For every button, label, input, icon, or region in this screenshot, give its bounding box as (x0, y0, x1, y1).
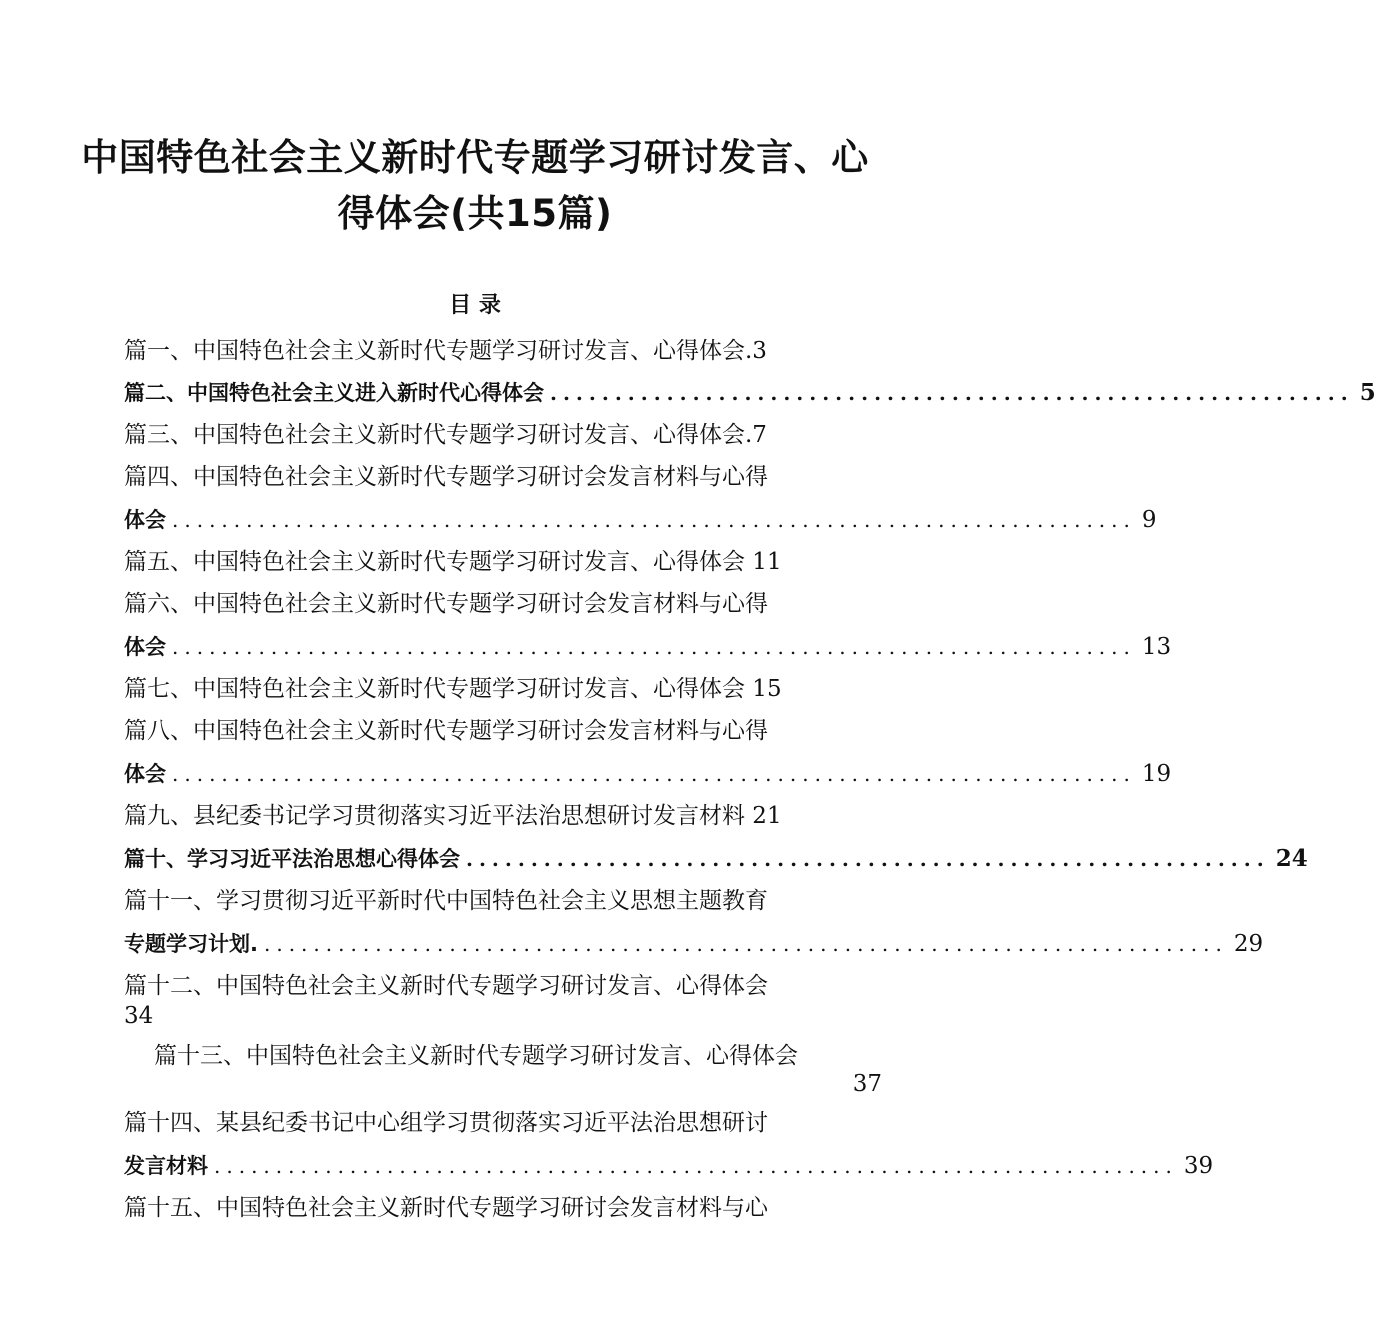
toc-entry-6-page: 13 (1141, 634, 1172, 660)
toc-entry-11-line-2 (124, 929, 1264, 959)
toc-entry-10-page: 24 (1275, 845, 1308, 872)
toc-entry-10-text: 篇十、学习习近平法治思想心得体会 (124, 847, 460, 871)
toc-entry-3: 篇三、中国特色社会主义新时代专题学习研讨发言、心得体会.7 (124, 422, 767, 448)
leader-dots: .............................................................................. (172, 508, 1136, 532)
toc-entry-14-text: 发言材料 (124, 1154, 208, 1178)
document-title-line-1: 中国特色社会主义新时代专题学习研讨发言、心 (81, 136, 869, 179)
toc-entry-10 (124, 844, 1308, 874)
toc-entry-6-line-1: 篇六、中国特色社会主义新时代专题学习研讨会发言材料与心得 (124, 591, 768, 617)
toc-entry-13-page: 37 (852, 1071, 882, 1097)
toc-entry-12-line-1: 篇十二、中国特色社会主义新时代专题学习研讨发言、心得体会 (124, 973, 768, 999)
toc-entry-14-line-1: 篇十四、某县纪委书记中心组学习贯彻落实习近平法治思想研讨 (124, 1110, 768, 1136)
toc-entry-2-page: 5 (1359, 379, 1376, 406)
leader-dots: .............................................................. (550, 381, 1354, 405)
toc-entry-8-line-1: 篇八、中国特色社会主义新时代专题学习研讨会发言材料与心得 (124, 718, 768, 744)
leader-dots: .............................................................................. (263, 932, 1228, 956)
leader-dots: .............................................................................. (172, 762, 1136, 786)
toc-entry-11-line-1: 篇十一、学习贯彻习近平新时代中国特色社会主义思想主题教育 (124, 888, 768, 914)
leader-dots: .............................................................. (466, 847, 1270, 871)
leader-dots: .............................................................................. (172, 635, 1136, 659)
toc-entry-12-page: 34 (124, 1003, 154, 1029)
toc-entry-7: 篇七、中国特色社会主义新时代专题学习研讨发言、心得体会 15 (124, 676, 782, 702)
toc-entry-5: 篇五、中国特色社会主义新时代专题学习研讨发言、心得体会 11 (124, 549, 782, 575)
leader-dots: .............................................................................. (214, 1154, 1178, 1178)
toc-entry-4-line-1: 篇四、中国特色社会主义新时代专题学习研讨会发言材料与心得 (124, 464, 768, 490)
toc-entry-11-text: 专题学习计划. (124, 932, 258, 956)
toc-entry-8-text: 体会 (124, 762, 166, 786)
toc-entry-2-text: 篇二、中国特色社会主义进入新时代心得体会 (124, 381, 544, 405)
toc-entry-14-page: 39 (1183, 1153, 1214, 1179)
toc-entry-2 (124, 378, 1376, 408)
toc-entry-4-line-2 (124, 505, 1157, 535)
toc-entry-15-line-1: 篇十五、中国特色社会主义新时代专题学习研讨会发言材料与心 (124, 1195, 768, 1221)
toc-entry-6-text: 体会 (124, 635, 166, 659)
toc-entry-6-line-2 (124, 632, 1172, 662)
toc-entry-14-line-2 (124, 1151, 1214, 1181)
toc-entry-8-line-2 (124, 759, 1172, 789)
toc-entry-11-page: 29 (1233, 931, 1264, 957)
toc-entry-8-page: 19 (1141, 761, 1172, 787)
toc-entry-13-line-1: 篇十三、中国特色社会主义新时代专题学习研讨发言、心得体会 (154, 1043, 798, 1069)
document-title-line-2: 得体会(共15篇) (337, 192, 613, 235)
toc-entry-4-page: 9 (1141, 507, 1157, 533)
toc-entry-9: 篇九、县纪委书记学习贯彻落实习近平法治思想研讨发言材料 21 (124, 803, 782, 829)
toc-entry-1: 篇一、中国特色社会主义新时代专题学习研讨发言、心得体会.3 (124, 338, 767, 364)
toc-heading: 目 录 (449, 293, 501, 318)
toc-entry-4-text: 体会 (124, 508, 166, 532)
